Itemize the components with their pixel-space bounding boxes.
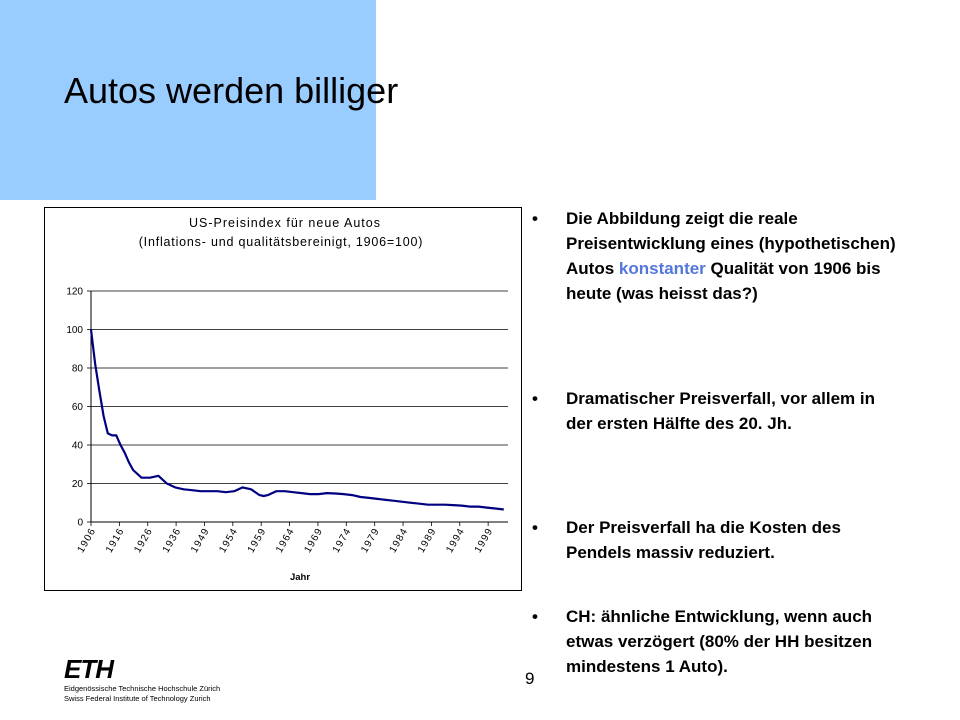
x-tick-label: 1926 [132,526,156,555]
y-tick-label: 40 [71,440,83,452]
series-layer [91,330,504,510]
bullet-dot: • [532,518,538,537]
x-tick-label: 1906 [75,526,99,555]
x-tick-label: 1994 [444,526,468,555]
chart-axes [87,291,508,526]
x-tick-label: 1974 [330,526,354,555]
bullet-text [566,206,906,306]
series-line [91,330,504,510]
bullet-text: Dramatischer Preisverfall, vor allem in der ersten Hälfte des 20. Jh. [566,389,875,433]
y-tick-label: 80 [71,363,83,375]
bullet-text: Der Preisverfall ha die Kosten des Pendels massiv reduziert. [566,518,841,562]
y-tick-labels [66,287,83,529]
highlighted-term: konstanter [618,259,706,278]
eth-logo [64,656,220,704]
x-tick-label: 1949 [189,526,213,555]
y-tick-label: 60 [71,402,83,413]
bullet-text-part: Die Abbildung zeigt die reale Preisentwicklung eines (hypothetischen) Autos [566,209,896,278]
bullet-dot: • [532,607,538,626]
x-tick-label: 1979 [359,526,383,555]
x-tick-label: 1964 [274,526,298,555]
bullet-dot: • [532,209,538,228]
x-tick-label: 1959 [245,526,269,555]
slide-title: Autos werden billiger [64,70,399,111]
x-tick-label: 1969 [302,526,326,555]
chart-subtitle: (Inflations- und qualitätsbereinigt, 1906=100) [138,235,424,249]
y-tick-label: 20 [71,479,83,490]
x-axis-label: Jahr [289,572,311,583]
x-tick-label: 1954 [217,526,241,555]
bullet-dot: • [532,389,538,408]
bullet-text: CH: ähnliche Entwicklung, wenn auch etwas verzögert (80% der HH besitzen mindestens 1 Auto). [566,607,873,676]
x-tick-label: 1999 [472,526,496,555]
y-tick-label: 100 [66,325,83,336]
price-index-chart [45,208,521,590]
x-tick-labels [76,526,496,555]
page-number: 9 [525,669,535,688]
y-tick-label: 120 [66,286,83,298]
x-tick-label: 1984 [387,526,411,555]
chart-grid [91,291,508,484]
x-tick-label: 1936 [160,526,184,555]
x-tick-label: 1916 [103,526,127,555]
eth-logo-line-en: Swiss Federal Institute of Technology Zurich [64,694,211,703]
eth-logo-line-de: Eidgenössische Technische Hochschule Zürich [64,684,221,693]
chart-frame [44,207,522,591]
chart-title: US-Preisindex für neue Autos [189,216,381,230]
x-tick-label: 1989 [415,526,440,555]
y-tick-label: 0 [77,517,83,529]
eth-logo-mark: ETH [64,654,113,684]
bullet-text-part: Qualität von 1906 bis heute (was heisst das?) [566,259,881,303]
